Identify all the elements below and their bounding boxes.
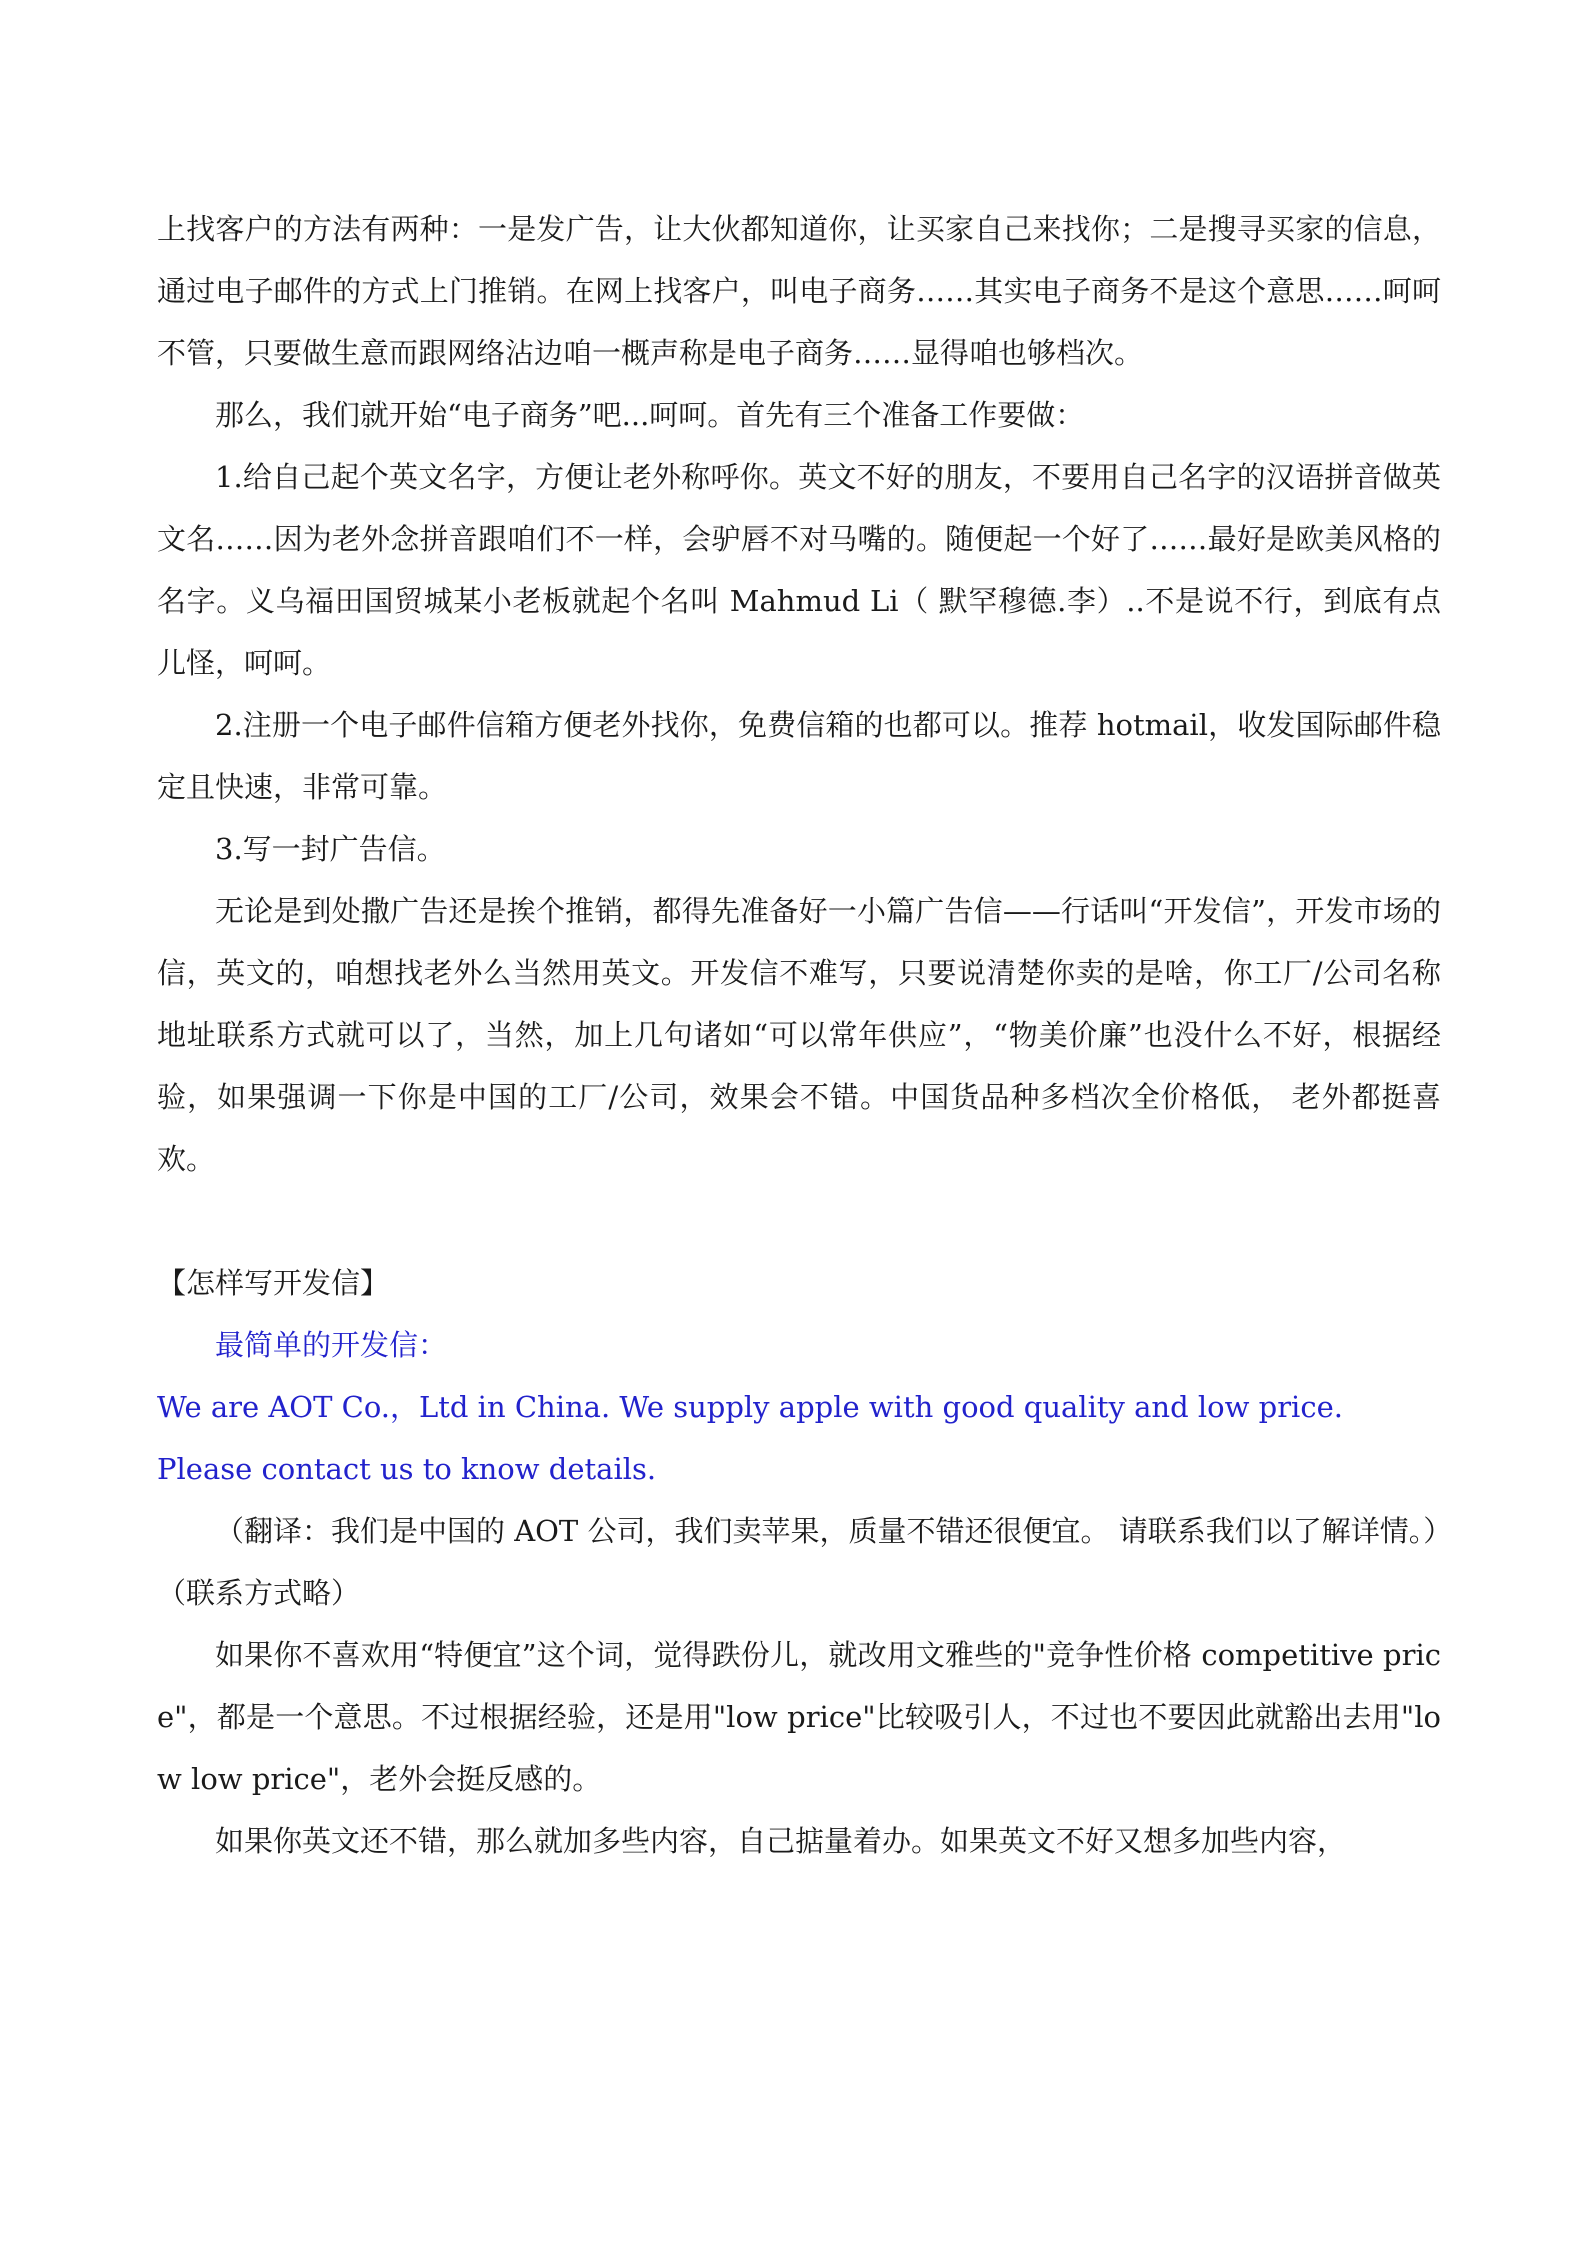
section-spacer xyxy=(157,1190,1441,1252)
paragraph-translation: （翻译：我们是中国的 AOT 公司，我们卖苹果，质量不错还很便宜。 请联系我们以了解详情。） xyxy=(215,1514,1453,1548)
paragraph-more-content: 如果你英文还不错，那么就加多些内容，自己掂量着办。如果英文不好又想多加些内容， xyxy=(215,1824,1347,1858)
paragraph-start-ecommerce: 那么，我们就开始“电子商务”吧...呵呵。首先有三个准备工作要做： xyxy=(215,398,1085,432)
paragraph-step-2-email: 2.注册一个电子邮件信箱方便老外找你，免费信箱的也都可以。推荐 hotmail，收发国际邮件稳定且快速，非常可靠。 xyxy=(157,708,1441,804)
document-body xyxy=(157,198,1453,1872)
example-letter-line-1: We are AOT Co.，Ltd in China. We supply apple with good quality and low price. xyxy=(157,1390,1343,1424)
paragraph-step-3-letter: 3.写一封广告信。 xyxy=(215,832,446,866)
section-heading: 【怎样写开发信】 xyxy=(157,1266,390,1300)
paragraph-find-customers: 上找客户的方法有两种：一是发广告，让大伙都知道你，让买家自己来找你；二是搜寻买家的信息，通过电子邮件的方式上门推销。在网上找客户，叫电子商务……其实电子商务不是这个意思……呵呵不管，只要做生意而跟网络沾边咱一概声称是电子商务……显得咱也够档次。 xyxy=(157,212,1441,370)
paragraph-step-1-english-name: 1.给自己起个英文名字，方便让老外称呼你。英文不好的朋友，不要用自己名字的汉语拼音做英文名……因为老外念拼音跟咱们不一样，会驴唇不对马嘴的。随便起一个好了……最好是欧美风格的名字。义乌福田国贸城某小老板就起个名叫 Mahmud Li（ 默罕穆德.李）..不是说不行，到底有点儿怪，呵呵。 xyxy=(157,460,1441,680)
paragraph-contact-omitted: （联系方式略） xyxy=(157,1576,361,1610)
example-title: 最简单的开发信： xyxy=(215,1328,448,1362)
paragraph-price-wording: 如果你不喜欢用“特便宜”这个词，觉得跌份儿，就改用文雅些的"竞争性价格 competitive price"，都是一个意思。不过根据经验，还是用"low price"比较吸引人，不过也不要因此就豁出去用"low low price"，老外会挺反感的。 xyxy=(157,1638,1441,1796)
paragraph-development-letter: 无论是到处撒广告还是挨个推销，都得先准备好一小篇广告信——行话叫“开发信”，开发市场的信，英文的，咱想找老外么当然用英文。开发信不难写，只要说清楚你卖的是啥，你工厂/公司名称地址联系方式就可以了，当然，加上几句诸如“可以常年供应”，“物美价廉”也没什么不好，根据经验，如果强调一下你是中国的工厂/公司，效果会不错。中国货品种多档次全价格低， 老外都挺喜欢。 xyxy=(157,894,1441,1176)
example-letter-line-2: Please contact us to know details. xyxy=(157,1452,657,1486)
